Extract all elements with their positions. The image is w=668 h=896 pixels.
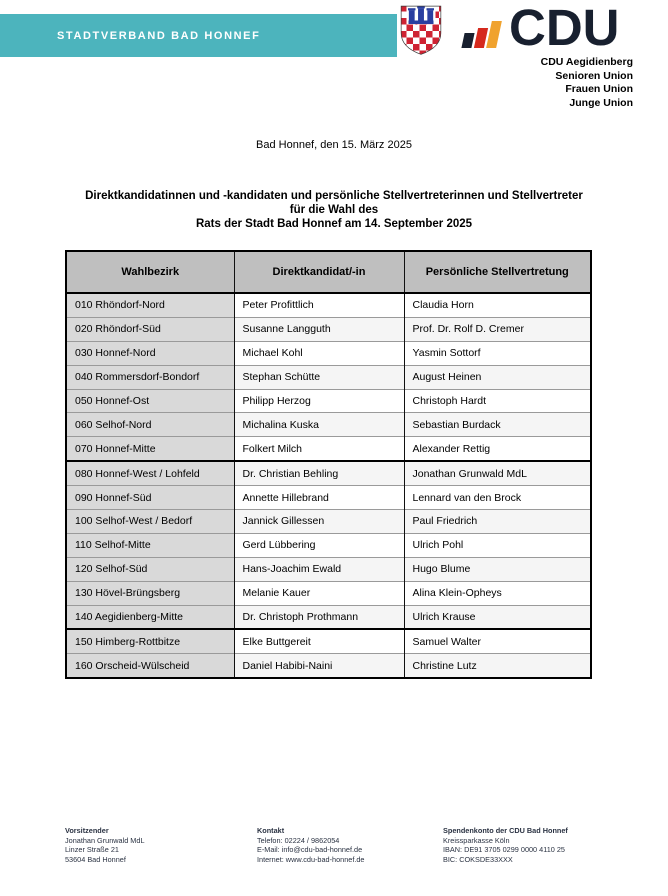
district-cell: 050 Honnef-Ost (66, 389, 234, 413)
document-title (0, 190, 668, 231)
org-line: Frauen Union (565, 83, 633, 96)
footer-heading: Kontakt (257, 826, 285, 835)
district-cell: 040 Rommersdorf-Bondorf (66, 365, 234, 389)
candidate-cell: Gerd Lübbering (234, 533, 404, 557)
column-header: Persönliche Stellvertretung (404, 251, 591, 293)
table-row (66, 437, 591, 461)
candidate-cell: Hans-Joachim Ewald (234, 557, 404, 581)
deputy-cell: August Heinen (404, 365, 591, 389)
deputy-cell: Christoph Hardt (404, 389, 591, 413)
footer-line: Internet: www.cdu-bad-honnef.de (257, 854, 365, 864)
footer-line: IBAN: DE91 3705 0299 0000 4110 25 (443, 845, 565, 855)
deputy-cell: Sebastian Burdack (404, 413, 591, 437)
table-row (66, 557, 591, 581)
footer-line: Linzer Straße 21 (65, 845, 119, 855)
deputy-cell: Alina Klein-Opheys (404, 581, 591, 605)
district-cell: 080 Honnef-West / Lohfeld (66, 461, 234, 485)
candidate-cell: Folkert Milch (234, 437, 404, 461)
district-cell: 030 Honnef-Nord (66, 341, 234, 365)
deputy-cell: Prof. Dr. Rolf D. Cremer (404, 317, 591, 341)
deputy-cell: Lennard van den Brock (404, 486, 591, 510)
org-list (541, 56, 633, 111)
deputy-cell: Paul Friedrich (404, 510, 591, 534)
candidate-cell: Annette Hillebrand (234, 486, 404, 510)
city-crest-icon (400, 5, 442, 56)
footer-line: Jonathan Grunwald MdL (65, 835, 145, 845)
table-row (66, 341, 591, 365)
table-header-row (66, 251, 591, 293)
table-row (66, 461, 591, 485)
table-row (66, 629, 591, 653)
cdu-logo-text: CDU (509, 0, 620, 56)
footer-line: BIC: COKSDE33XXX (443, 854, 513, 864)
candidate-cell: Daniel Habibi-Naini (234, 654, 404, 678)
table-row (66, 510, 591, 534)
district-cell: 010 Rhöndorf-Nord (66, 293, 234, 317)
deputy-cell: Hugo Blume (404, 557, 591, 581)
candidate-cell: Michalina Kuska (234, 413, 404, 437)
deputy-cell: Jonathan Grunwald MdL (404, 461, 591, 485)
table-row (66, 365, 591, 389)
candidate-cell: Philipp Herzog (234, 389, 404, 413)
footer-donation-block (443, 826, 568, 864)
candidate-cell: Michael Kohl (234, 341, 404, 365)
table-row (66, 605, 591, 629)
footer-chairman-block (65, 826, 257, 864)
candidate-cell: Elke Buttgereit (234, 629, 404, 653)
district-cell: 110 Selhof-Mitte (66, 533, 234, 557)
district-cell: 140 Aegidienberg-Mitte (66, 605, 234, 629)
org-line: Junge Union (569, 97, 633, 110)
district-cell: 100 Selhof-West / Bedorf (66, 510, 234, 534)
candidate-cell: Susanne Langguth (234, 317, 404, 341)
cdu-logo (463, 0, 620, 56)
deputy-cell: Claudia Horn (404, 293, 591, 317)
candidate-cell: Stephan Schütte (234, 365, 404, 389)
footer-line: Kreissparkasse Köln (443, 835, 510, 845)
page-footer (65, 826, 648, 864)
footer-heading: Vorsitzender (65, 826, 109, 835)
footer-heading: Spendenkonto der CDU Bad Honnef (443, 826, 568, 835)
table-row (66, 654, 591, 678)
deputy-cell: Alexander Rettig (404, 437, 591, 461)
candidate-cell: Peter Profittlich (234, 293, 404, 317)
column-header: Wahlbezirk (66, 251, 234, 293)
district-cell: 070 Honnef-Mitte (66, 437, 234, 461)
table-row (66, 389, 591, 413)
header-banner (0, 14, 397, 57)
district-cell: 020 Rhöndorf-Süd (66, 317, 234, 341)
footer-line: E-Mail: info@cdu-bad-honnef.de (257, 845, 363, 855)
column-header: Direktkandidat/-in (234, 251, 404, 293)
district-cell: 060 Selhof-Nord (66, 413, 234, 437)
table-row (66, 413, 591, 437)
table-row (66, 486, 591, 510)
org-line: CDU Aegidienberg (540, 56, 633, 68)
district-cell: 130 Hövel-Brüngsberg (66, 581, 234, 605)
deputy-cell: Samuel Walter (404, 629, 591, 653)
table-row (66, 533, 591, 557)
district-cell: 120 Selhof-Süd (66, 557, 234, 581)
table-row (66, 581, 591, 605)
table-row (66, 293, 591, 317)
footer-contact-block (257, 826, 443, 864)
deputy-cell: Ulrich Krause (404, 605, 591, 629)
candidate-cell: Jannick Gillessen (234, 510, 404, 534)
table-row (66, 317, 591, 341)
district-cell: 160 Orscheid-Wülscheid (66, 654, 234, 678)
candidate-cell: Dr. Christian Behling (234, 461, 404, 485)
deputy-cell: Yasmin Sottorf (404, 341, 591, 365)
candidate-cell: Melanie Kauer (234, 581, 404, 605)
footer-line: 53604 Bad Honnef (65, 854, 126, 864)
district-cell: 090 Honnef-Süd (66, 486, 234, 510)
logo-bar-orange-icon (486, 21, 502, 48)
candidate-cell: Dr. Christoph Prothmann (234, 605, 404, 629)
title-line-1: Direktkandidatinnen und -kandidaten und persönliche Stellvertreterinnen und Stellvertreter (85, 190, 583, 202)
district-cell: 150 Himberg-Rottbitze (66, 629, 234, 653)
date-line: Bad Honnef, den 15. März 2025 (256, 139, 412, 151)
logo-bar-dark-icon (461, 33, 474, 48)
title-line-3: Rats der Stadt Bad Honnef am 14. September 2025 (195, 217, 473, 230)
deputy-cell: Ulrich Pohl (404, 533, 591, 557)
deputy-cell: Christine Lutz (404, 654, 591, 678)
org-line: Senioren Union (555, 69, 633, 82)
title-line-2: für die Wahl des (289, 203, 379, 216)
banner-title: STADTVERBAND BAD HONNEF (57, 29, 261, 42)
footer-line: Telefon: 02224 / 9862054 (257, 835, 340, 845)
candidates-table (65, 250, 592, 679)
